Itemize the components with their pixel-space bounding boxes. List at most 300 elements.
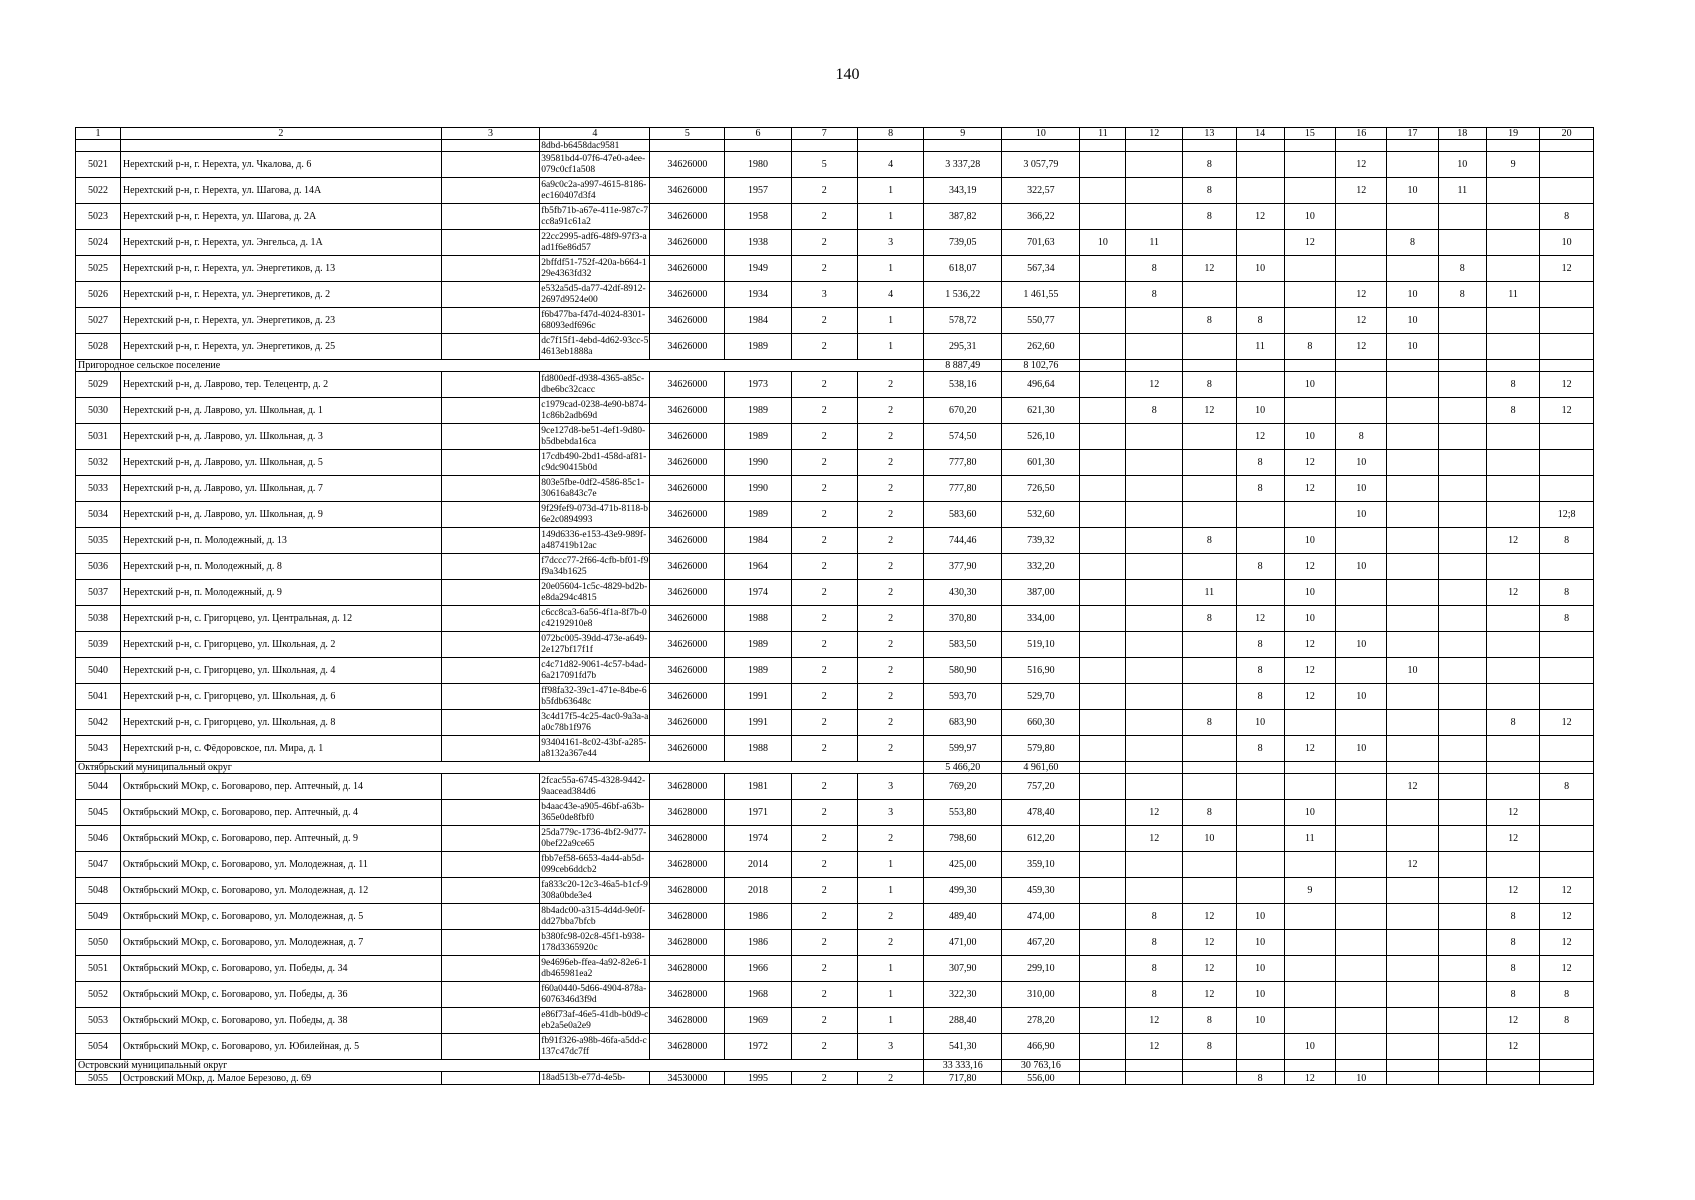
oktmo-code: 34626000 [650,606,725,632]
column-14-value: 12 [1236,424,1284,450]
oktmo-code: 34628000 [650,956,725,982]
column-20-value [1540,1072,1594,1085]
total-area: 370,80 [924,606,1002,632]
column-15-value [1284,852,1335,878]
empty-cell [1002,140,1080,152]
column-19-value [1486,774,1539,800]
empty-cell [1126,140,1183,152]
column-header-20: 20 [1540,128,1594,140]
table-row [76,256,1594,282]
column-13-value: 8 [1183,606,1236,632]
column-11-value [1080,1008,1126,1034]
column-12-value [1126,580,1183,606]
empty-cell [441,476,539,502]
column-19-value: 12 [1486,878,1539,904]
column-20-value [1540,424,1594,450]
housing-registry-table [75,127,1594,1085]
house-guid: c6cc8ca3-6a56-4f1a-8f7b-0c42192910e8 [540,606,650,632]
row-number: 5033 [76,476,121,502]
column-20-value: 12 [1540,878,1594,904]
table-row [76,658,1594,684]
entrances: 2 [857,450,923,476]
house-guid: 9f29fef9-073d-471b-8118-b6e2c0894993 [540,502,650,528]
column-18-value: 8 [1438,282,1486,308]
column-20-value [1540,632,1594,658]
address: Нерехтский р-н, г. Нерехта, ул. Шагова, д. 2А [120,204,441,230]
column-17-value [1387,826,1438,852]
column-19-value [1486,424,1539,450]
floors: 2 [791,956,857,982]
column-11-value [1080,204,1126,230]
empty-cell [441,1008,539,1034]
oktmo-code: 34626000 [650,398,725,424]
floors: 2 [791,476,857,502]
house-guid: 2bffdf51-752f-420a-b664-129e4363fd32 [540,256,650,282]
row-number: 5055 [76,1072,121,1085]
section-total-living-area: 30 763,16 [1002,1060,1080,1072]
column-12-value [1126,308,1183,334]
total-area: 538,16 [924,372,1002,398]
address: Нерехтский р-н, с. Григорцево, ул. Школьная, д. 6 [120,684,441,710]
column-18-value [1438,308,1486,334]
living-area: 3 057,79 [1002,152,1080,178]
column-16-value [1336,372,1387,398]
column-18-value [1438,502,1486,528]
column-13-value: 8 [1183,1008,1236,1034]
table-row [76,878,1594,904]
column-20-value [1540,308,1594,334]
column-13-value [1183,852,1236,878]
empty-cell [120,140,441,152]
living-area: 496,64 [1002,372,1080,398]
column-11-value [1080,372,1126,398]
column-16-value [1336,878,1387,904]
address: Октябрьский МОкр, с. Боговарово, ул. Победы, д. 34 [120,956,441,982]
page-number: 140 [835,66,860,83]
column-16-value [1336,528,1387,554]
column-13-value [1183,684,1236,710]
empty-cell [441,774,539,800]
entrances: 1 [857,852,923,878]
column-11-value [1080,904,1126,930]
column-20-value [1540,684,1594,710]
column-11-value: 10 [1080,230,1126,256]
column-17-value [1387,152,1438,178]
column-17-value [1387,632,1438,658]
column-20-value [1540,450,1594,476]
living-area: 478,40 [1002,800,1080,826]
empty-cell [1438,1060,1486,1072]
column-13-value [1183,658,1236,684]
table-row [76,152,1594,178]
column-15-value: 10 [1284,372,1335,398]
column-15-value: 12 [1284,554,1335,580]
column-header-17: 17 [1387,128,1438,140]
column-19-value: 8 [1486,956,1539,982]
column-15-value: 10 [1284,800,1335,826]
column-header-16: 16 [1336,128,1387,140]
table-row [76,1034,1594,1060]
column-14-value [1236,580,1284,606]
column-14-value: 8 [1236,554,1284,580]
column-20-value [1540,554,1594,580]
column-17-value [1387,528,1438,554]
house-guid: dc7f15f1-4ebd-4d62-93cc-54613eb1888a [540,334,650,360]
oktmo-code: 34628000 [650,800,725,826]
column-header-8: 8 [857,128,923,140]
column-14-value [1236,800,1284,826]
empty-cell [1486,360,1539,372]
column-17-value [1387,580,1438,606]
house-guid: 2fcac55a-6745-4328-9442-9aacead384d6 [540,774,650,800]
column-14-value: 8 [1236,684,1284,710]
empty-cell [857,140,923,152]
column-19-value [1486,450,1539,476]
column-15-value [1284,710,1335,736]
column-19-value [1486,256,1539,282]
column-14-value [1236,372,1284,398]
living-area: 519,10 [1002,632,1080,658]
entrances: 2 [857,930,923,956]
empty-cell [725,140,791,152]
column-14-value [1236,878,1284,904]
column-17-value [1387,476,1438,502]
empty-cell [1438,140,1486,152]
column-17-value [1387,684,1438,710]
column-18-value [1438,852,1486,878]
empty-cell [441,632,539,658]
column-17-value [1387,502,1438,528]
living-area: 459,30 [1002,878,1080,904]
column-17-value [1387,398,1438,424]
empty-cell [1387,360,1438,372]
oktmo-code: 34626000 [650,256,725,282]
entrances: 1 [857,982,923,1008]
column-18-value [1438,372,1486,398]
empty-cell [1183,140,1236,152]
entrances: 3 [857,774,923,800]
column-19-value: 9 [1486,152,1539,178]
table-row [76,398,1594,424]
row-number: 5038 [76,606,121,632]
empty-cell [1486,140,1539,152]
empty-cell [1080,1060,1126,1072]
address: Нерехтский р-н, д. Лаврово, ул. Школьная, д. 1 [120,398,441,424]
column-19-value: 12 [1486,826,1539,852]
column-18-value [1438,774,1486,800]
row-number: 5039 [76,632,121,658]
empty-cell [1080,140,1126,152]
column-16-value [1336,826,1387,852]
living-area: 366,22 [1002,204,1080,230]
entrances: 3 [857,230,923,256]
column-13-value: 8 [1183,152,1236,178]
column-11-value [1080,282,1126,308]
row-number: 5049 [76,904,121,930]
column-15-value [1284,982,1335,1008]
floors: 2 [791,878,857,904]
column-17-value: 10 [1387,178,1438,204]
column-12-value: 12 [1126,1034,1183,1060]
build-year: 1938 [725,230,791,256]
total-area: 777,80 [924,450,1002,476]
build-year: 1968 [725,982,791,1008]
column-17-value [1387,736,1438,762]
row-number: 5040 [76,658,121,684]
column-18-value: 11 [1438,178,1486,204]
empty-cell [1284,140,1335,152]
column-14-value: 10 [1236,1008,1284,1034]
row-number: 5023 [76,204,121,230]
table-row [76,554,1594,580]
address: Октябрьский МОкр, с. Боговарово, ул. Молодежная, д. 5 [120,904,441,930]
column-12-value [1126,1072,1183,1085]
address: Нерехтский р-н, п. Молодежный, д. 8 [120,554,441,580]
column-11-value [1080,632,1126,658]
empty-cell [441,528,539,554]
row-number: 5021 [76,152,121,178]
empty-cell [1284,1060,1335,1072]
entrances: 1 [857,334,923,360]
floors: 2 [791,658,857,684]
column-17-value [1387,1072,1438,1085]
section-total-area: 5 466,20 [924,762,1002,774]
build-year: 1974 [725,580,791,606]
total-area: 553,80 [924,800,1002,826]
empty-cell [1486,762,1539,774]
empty-cell [1486,1060,1539,1072]
section-label: Пригородное сельское поселение [76,360,924,372]
column-17-value: 12 [1387,774,1438,800]
column-20-value [1540,826,1594,852]
total-area: 593,70 [924,684,1002,710]
column-12-value [1126,204,1183,230]
column-14-value: 8 [1236,450,1284,476]
column-15-value: 10 [1284,606,1335,632]
address: Нерехтский р-н, г. Нерехта, ул. Энергетиков, д. 13 [120,256,441,282]
column-12-value [1126,178,1183,204]
house-guid: c1979cad-0238-4e90-b874-1c86b2adb69d [540,398,650,424]
empty-cell [1387,140,1438,152]
column-12-value [1126,684,1183,710]
column-20-value: 8 [1540,204,1594,230]
house-guid: fd800edf-d938-4365-a85c-dbe6bc32cacc [540,372,650,398]
column-14-value: 10 [1236,930,1284,956]
total-area: 683,90 [924,710,1002,736]
living-area: 532,60 [1002,502,1080,528]
column-20-value [1540,800,1594,826]
total-area: 3 337,28 [924,152,1002,178]
address: Островский МОкр, д. Малое Березово, д. 69 [120,1072,441,1085]
column-15-value [1284,282,1335,308]
oktmo-code: 34626000 [650,282,725,308]
row-number: 5032 [76,450,121,476]
row-number: 5052 [76,982,121,1008]
house-guid: b380fc98-02c8-45f1-b938-178d3365920c [540,930,650,956]
entrances: 1 [857,308,923,334]
floors: 2 [791,826,857,852]
entrances: 2 [857,554,923,580]
total-area: 489,40 [924,904,1002,930]
column-11-value [1080,774,1126,800]
column-15-value [1284,256,1335,282]
column-15-value: 12 [1284,230,1335,256]
column-20-value [1540,178,1594,204]
empty-cell [1540,1060,1594,1072]
house-guid: 3c4d17f5-4c25-4ac0-9a3a-aa0c78b1f976 [540,710,650,736]
row-number: 5042 [76,710,121,736]
floors: 2 [791,424,857,450]
empty-cell [441,852,539,878]
build-year: 1980 [725,152,791,178]
oktmo-code: 34628000 [650,1034,725,1060]
living-area: 601,30 [1002,450,1080,476]
empty-cell [1336,360,1387,372]
column-20-value [1540,852,1594,878]
column-17-value [1387,424,1438,450]
empty-cell [1284,762,1335,774]
column-header-11: 11 [1080,128,1126,140]
entrances: 1 [857,256,923,282]
house-guid: f7dccc77-2f66-4cfb-bf01-f9f9a34b1625 [540,554,650,580]
entrances: 3 [857,800,923,826]
entrances: 2 [857,502,923,528]
house-guid: fbb7ef58-6653-4a44-ab5d-099ceb6ddcb2 [540,852,650,878]
build-year: 1986 [725,930,791,956]
row-number: 5030 [76,398,121,424]
column-17-value [1387,554,1438,580]
empty-cell [441,1072,539,1085]
column-13-value: 12 [1183,930,1236,956]
column-18-value [1438,476,1486,502]
column-11-value [1080,334,1126,360]
column-16-value [1336,230,1387,256]
table-row [76,956,1594,982]
column-header-9: 9 [924,128,1002,140]
address: Октябрьский МОкр, с. Боговарово, пер. Аптечный, д. 4 [120,800,441,826]
house-guid: 25da779c-1736-4bf2-9d77-0bef22a9ce65 [540,826,650,852]
floors: 2 [791,372,857,398]
column-18-value: 10 [1438,152,1486,178]
column-16-value [1336,930,1387,956]
empty-cell [441,956,539,982]
floors: 2 [791,204,857,230]
floors: 2 [791,800,857,826]
column-16-value [1336,256,1387,282]
build-year: 2018 [725,878,791,904]
table-row [76,800,1594,826]
column-14-value [1236,178,1284,204]
column-19-value [1486,554,1539,580]
column-19-value: 8 [1486,398,1539,424]
empty-cell [1183,762,1236,774]
address: Нерехтский р-н, г. Нерехта, ул. Чкалова, д. 6 [120,152,441,178]
address: Нерехтский р-н, г. Нерехта, ул. Энергетиков, д. 2 [120,282,441,308]
entrances: 2 [857,424,923,450]
empty-cell [1284,360,1335,372]
column-15-value [1284,308,1335,334]
total-area: 744,46 [924,528,1002,554]
build-year: 1990 [725,450,791,476]
column-16-value: 12 [1336,282,1387,308]
column-15-value: 10 [1284,204,1335,230]
column-11-value [1080,450,1126,476]
column-18-value [1438,736,1486,762]
column-17-value [1387,982,1438,1008]
column-17-value [1387,450,1438,476]
living-area: 387,00 [1002,580,1080,606]
column-16-value: 10 [1336,450,1387,476]
column-13-value [1183,736,1236,762]
column-13-value: 12 [1183,956,1236,982]
empty-cell [1438,762,1486,774]
build-year: 1989 [725,334,791,360]
column-18-value [1438,684,1486,710]
floors: 2 [791,774,857,800]
floors: 2 [791,554,857,580]
column-17-value [1387,904,1438,930]
column-12-value [1126,852,1183,878]
floors: 2 [791,450,857,476]
entrances: 1 [857,956,923,982]
empty-cell [441,256,539,282]
floors: 2 [791,178,857,204]
column-15-value: 12 [1284,632,1335,658]
house-guid: b4aac43e-a905-46bf-a63b-365e0de8fbf0 [540,800,650,826]
total-area: 798,60 [924,826,1002,852]
column-13-value [1183,1072,1236,1085]
column-19-value: 8 [1486,904,1539,930]
column-13-value: 8 [1183,710,1236,736]
table-row [76,632,1594,658]
house-guid: f60a0440-5d66-4904-878a-6076346d3f9d [540,982,650,1008]
row-number: 5029 [76,372,121,398]
empty-cell [1080,762,1126,774]
column-19-value [1486,852,1539,878]
column-20-value: 8 [1540,1008,1594,1034]
house-guid: 22cc2995-adf6-48f9-97f3-aad1f6e86d57 [540,230,650,256]
total-area: 425,00 [924,852,1002,878]
floors: 2 [791,852,857,878]
column-17-value [1387,256,1438,282]
column-19-value: 12 [1486,800,1539,826]
column-14-value [1236,502,1284,528]
column-12-value [1126,878,1183,904]
section-row [76,762,1594,774]
address: Нерехтский р-н, п. Молодежный, д. 13 [120,528,441,554]
table-row [76,476,1594,502]
column-17-value [1387,606,1438,632]
column-11-value [1080,1072,1126,1085]
table-row [76,904,1594,930]
column-12-value: 8 [1126,982,1183,1008]
total-area: 322,30 [924,982,1002,1008]
column-17-value: 8 [1387,230,1438,256]
empty-cell [1336,1060,1387,1072]
column-19-value [1486,606,1539,632]
table-row [76,528,1594,554]
floors: 2 [791,580,857,606]
column-16-value [1336,852,1387,878]
column-12-value: 12 [1126,800,1183,826]
column-19-value: 8 [1486,372,1539,398]
column-12-value [1126,152,1183,178]
house-guid: 072bc005-39dd-473e-a649-2e127bf17f1f [540,632,650,658]
column-19-value: 12 [1486,580,1539,606]
floors: 2 [791,606,857,632]
column-header-2: 2 [120,128,441,140]
column-14-value: 10 [1236,398,1284,424]
